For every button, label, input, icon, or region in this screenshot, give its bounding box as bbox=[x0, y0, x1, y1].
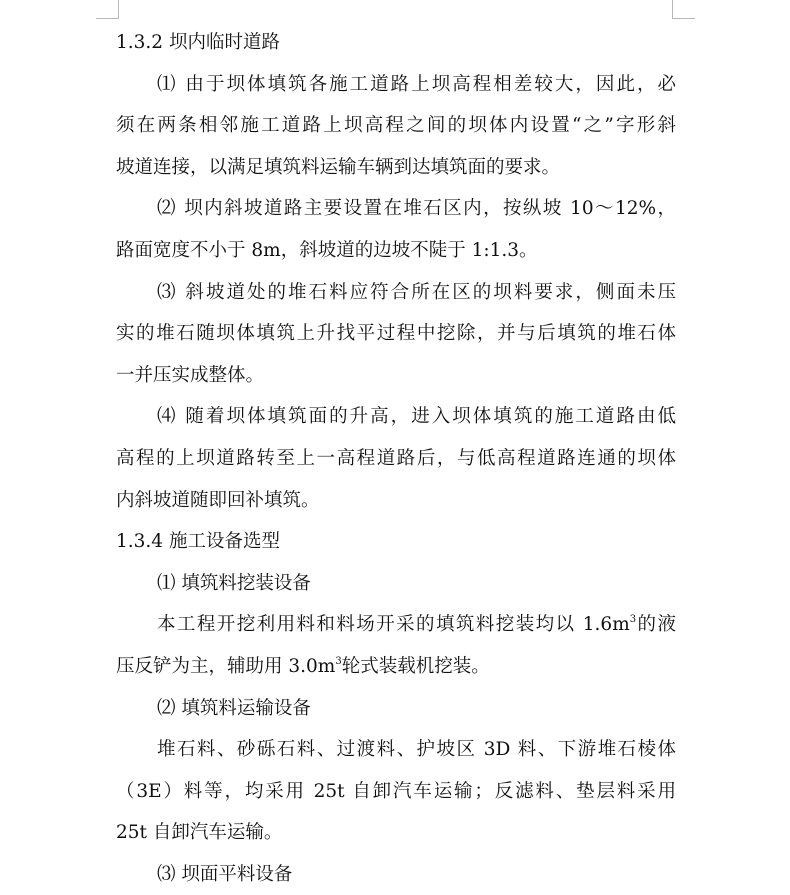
paragraph-line: 25t 自卸汽车运输。 bbox=[116, 822, 283, 844]
text-run: 本工程开挖利用料和料场开采的填筑料挖装均以 1.6m bbox=[157, 614, 630, 636]
page-corner-mark-left bbox=[96, 0, 119, 19]
paragraph-line: （3E）料等，均采用 25t 自卸汽车运输；反滤料、垫层料采用 bbox=[116, 780, 676, 802]
text-run: 压反铲为主，辅助用 3.0m bbox=[116, 655, 336, 677]
paragraph-line: 一并压实成整体。 bbox=[116, 364, 265, 386]
superscript: 3 bbox=[335, 655, 342, 667]
paragraph-line: ⑷ 随着坝体填筑面的升高，进入坝体填筑的施工道路由低 bbox=[157, 406, 676, 428]
subsection-title: ⑶ 坝面平料设备 bbox=[157, 863, 293, 885]
page-corner-mark-right bbox=[672, 0, 695, 19]
paragraph-line bbox=[116, 604, 676, 646]
paragraph-line: ⑶ 斜坡道处的堆石料应符合所在区的坝料要求，侧面未压 bbox=[157, 281, 676, 303]
paragraph-line: ⑴ 由于坝体填筑各施工道路上坝高程相差较大，因此，必 bbox=[157, 73, 676, 95]
text-run: 轮式装载机挖装。 bbox=[341, 655, 490, 677]
section-heading: 1.3.4 施工设备选型 bbox=[116, 531, 280, 553]
document-body bbox=[116, 22, 676, 895]
paragraph-line: 高程的上坝道路转至上一高程道路后，与低高程道路连通的坝体 bbox=[116, 447, 676, 469]
subsection-title: ⑵ 填筑料运输设备 bbox=[157, 697, 311, 719]
superscript: 3 bbox=[629, 614, 637, 626]
paragraph-line: 坡道连接，以满足填筑料运输车辆到达填筑面的要求。 bbox=[116, 156, 561, 178]
paragraph-line: 路面宽度不小于 8m，斜坡道的边坡不陡于 1:1.3。 bbox=[116, 239, 538, 261]
paragraph-line bbox=[116, 646, 676, 688]
paragraph-line: 实的堆石随坝体填筑上升找平过程中挖除，并与后填筑的堆石体 bbox=[116, 323, 676, 345]
paragraph-line: 须在两条相邻施工道路上坝高程之间的坝体内设置“之”字形斜 bbox=[116, 115, 676, 137]
paragraph-line: 堆石料、砂砾石料、过渡料、护坡区 3D 料、下游堆石棱体 bbox=[157, 739, 676, 761]
section-heading: 1.3.2 坝内临时道路 bbox=[116, 32, 280, 53]
text-run: 的液 bbox=[636, 614, 676, 636]
paragraph-line: 内斜坡道随即回补填筑。 bbox=[116, 489, 320, 511]
paragraph-line: ⑵ 坝内斜坡道路主要设置在堆石区内，按纵坡 10～12%， bbox=[157, 198, 676, 220]
subsection-title: ⑴ 填筑料挖装设备 bbox=[157, 572, 311, 594]
